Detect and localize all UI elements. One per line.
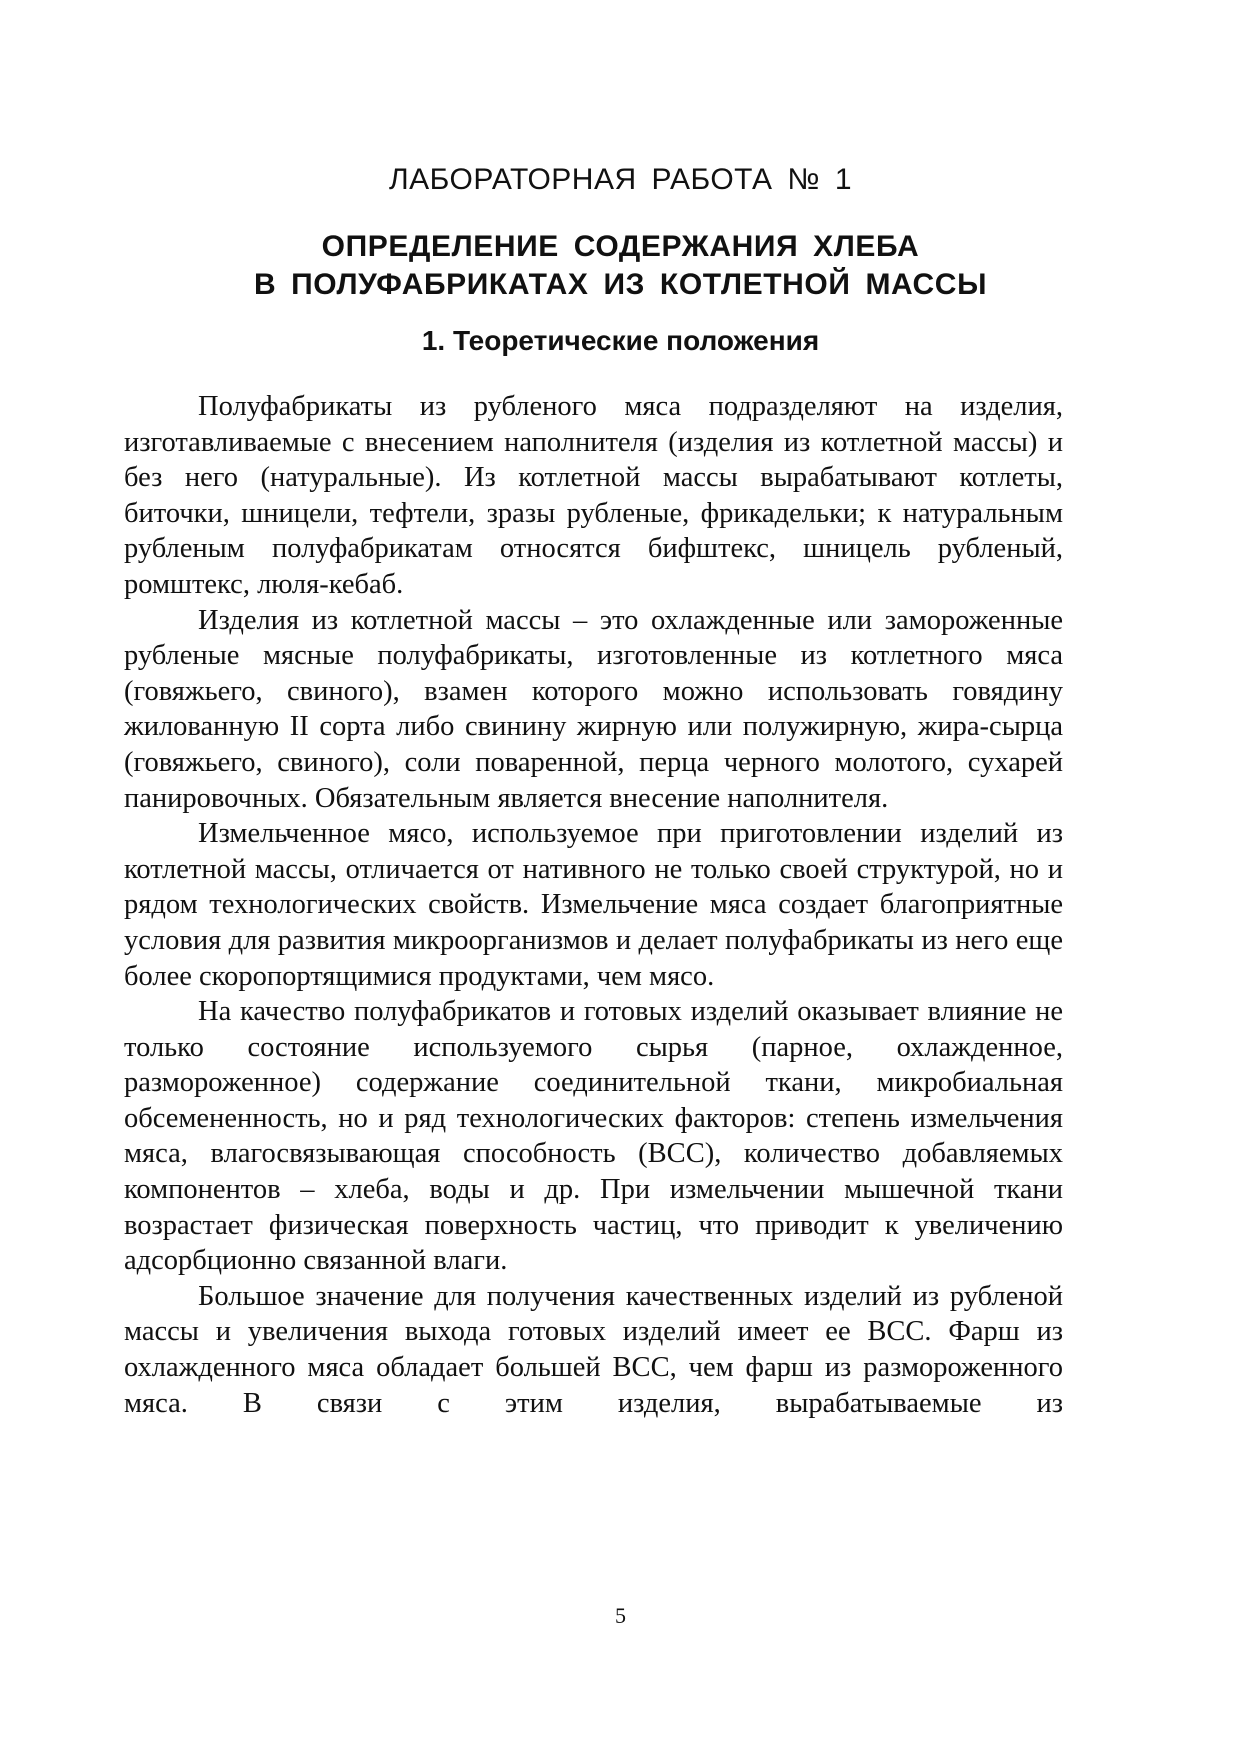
body-text [124, 389, 1063, 1421]
main-title-line-2: В ПОЛУФАБРИКАТАХ ИЗ КОТЛЕТНОЙ МАССЫ [253, 268, 988, 301]
paragraph-1: Полуфабрикаты из рубленого мяса подразделяют на изделия, изготавливаемые с внесением наполнителя (изделия из котлетной массы) и без него (натуральные). Из котлетной массы вырабатывают котлеты, биточки, шницели, тефтели, зразы рубленые, фрикадельки; к натуральным рубленым полуфабрикатам относятся бифштекс, шницель рубленый, ромштекс, люля-кебаб. [124, 391, 1063, 600]
paragraph-4: На качество полуфабрикатов и готовых изделий оказывает влияние не только состояние используемого сырья (парное, охлажденное, размороженное) содержание соединительной ткани, микробиальная обсемененность, но и ряд технологических факторов: степень измельчения мяса, влагосвязывающая способность (ВСС), количество добавляемых компонентов – хлеба, воды и др. При измельчении мышечной ткани возрастает физическая поверхность частиц, что приводит к увеличению адсорбционно связанной влаги. [124, 996, 1063, 1277]
paragraph-3: Измельченное мясо, используемое при приготовлении изделий из котлетной массы, отличается от нативного не только своей структурой, но и рядом технологических свойств. Измельчение мяса создает благоприятные условия для развития микроорганизмов и делает полуфабрикаты из него еще более скоропортящимися продуктами, чем мясо. [124, 818, 1063, 992]
lab-work-title: ЛАБОРАТОРНАЯ РАБОТА № 1 [388, 163, 853, 196]
page-number: 5 [615, 1603, 626, 1628]
section-title: 1. Теоретические положения [421, 325, 820, 356]
main-title-line-1: ОПРЕДЕЛЕНИЕ СОДЕРЖАНИЯ ХЛЕБА [321, 230, 920, 263]
main-title [0, 228, 1241, 304]
paragraph-5: Большое значение для получения качественных изделий из рубленой массы и увеличения выхода готовых изделий имеет ее ВСС. Фарш из охлажденного мяса обладает большей ВСС, чем фарш из размороженного мяса. В связи с этим изделия, вырабатываемые из [124, 1280, 1063, 1419]
paragraph-2: Изделия из котлетной массы – это охлажденные или замороженные рубленые мясные полуфабрикаты, изготовленные из котлетного мяса (говяжьего, свиного), взамен которого можно использовать говядину жилованную II сорта либо свинину жирную или полужирную, жира-сырца (говяжьего, свиного), соли поваренной, перца черного молотого, сухарей панировочных. Обязательным является внесение наполнителя. [124, 604, 1063, 814]
